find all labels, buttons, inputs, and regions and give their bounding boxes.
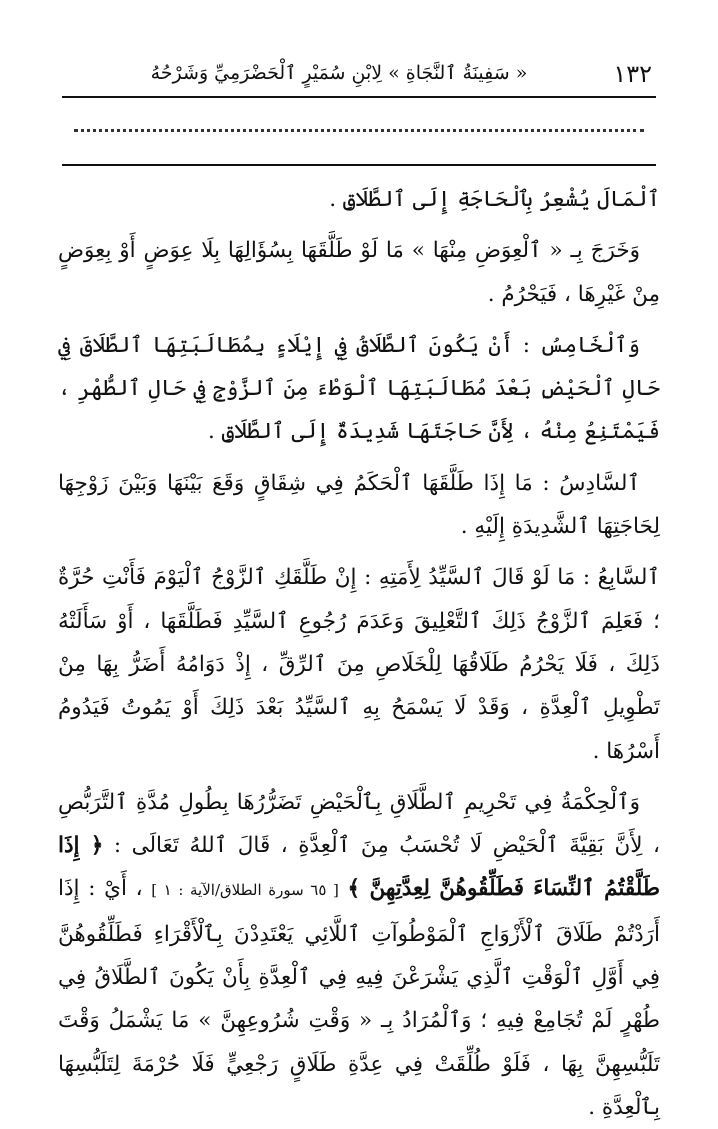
header-rule	[62, 96, 656, 98]
dotted-separator	[74, 129, 644, 132]
page-header	[62, 52, 656, 96]
paragraph-text: ، أَيْ : إِذَا أَرَدْتُمْ طَلَاقَ ٱلْأَزْوَاجِ ٱلْمَوْطُوآتِ ٱللَّائِي يَعْتَدِدْنَ بِٱلْأَقْرَاءِ فَطَلِّقُوهُنَّ فِي أَوَّلِ ٱلْوَقْتِ ٱلَّذِي يَشْرَعْنَ فِيهِ فِي ٱلْعِدَّةِ بِأَنْ يَكُونَ ٱلطَّلَاقُ فِي طُهْرٍ لَمْ تُجَامِعْ فِيهِ ؛ وَٱلْمُرَادُ بِـ « وَقْتِ شُرُوعِهِنَّ » مَا يَشْمَلُ وَقْتَ تَلَبُّسِهِنَّ بِهَا ، فَلَوْ طُلِّقَتْ فِي عِدَّةِ طَلَاقٍ رَجْعِيٍّ فَلَا حُرْمَةَ لِتَلَبُّسِهَا بِٱلْعِدَّةِ .	[58, 876, 660, 1120]
separator-rule	[62, 164, 656, 166]
running-title: « سَفِينَةُ ٱلنَّجَاةِ » لِابْنِ سُمَيْرٍ ٱلْحَضْرَمِيِّ وَشَرْحُهُ	[150, 62, 528, 84]
page-number: ١٣٢	[613, 60, 652, 88]
paragraph: وَٱلْخَامِسُ : أَنْ يَكُونَ ٱلطَّلَاقُ فِي إِيْلَاءٍ بِمُطَالَبَتِهَا ٱلطَّلَاقَ فِي حَالِ ٱلْحَيْضِ بَعْدَ مُطَالَبَتِهَا ٱلْوَطْءَ مِنَ ٱلزَّوْجِ فِي حَالِ ٱلطُّهْرِ ، فَيَمْتَنِعُ مِنْهُ ، لِأَنَّ حَاجَتَهَا شَدِيدَةٌ إِلَى ٱلطَّلَاقِ .	[58, 332, 660, 445]
quran-verse: ﴿ إِذَا طَلَّقْتُمُ ٱلنِّسَاءَ فَطَلِّقُوهُنَّ لِعِدَّتِهِنَّ ﴾	[58, 833, 661, 902]
body-text	[58, 178, 660, 1129]
paragraph: وَخَرَجَ بِـ « ٱلْعِوَضِ مِنْهَا » مَا لَوْ طَلَّقَهَا بِسُؤَالِهَا بِلَا عِوَضٍ أَوْ بِعِوَضٍ مِنْ غَيْرِهَا ، فَيَحْرُمُ .	[58, 238, 660, 307]
paragraph	[58, 781, 660, 1129]
paragraph: ٱلسَّادِسُ : مَا إِذَا طَلَّقَهَا ٱلْحَكَمُ فِي شِقَاقٍ وَقَعَ بَيْنَهَا وَبَيْنَ زَوْجِهَا لِحَاجَتِهَا ٱلشَّدِيدَةِ إِلَيْهِ .	[58, 470, 660, 540]
verse-reference: [ ٦٥ سورة الطلاق/الآية : ١ ]	[151, 881, 339, 900]
paragraph: ٱلْمَالَ يُشْعِرُ بِٱلْحَاجَةِ إِلَى ٱلطَّلَاقِ .	[329, 187, 660, 212]
paragraph: ٱلسَّابِعُ : مَا لَوْ قَالَ ٱلسَّيِّدُ لِأَمَتِهِ : إِنْ طَلَّقَكِ ٱلزَّوْجُ ٱلْيَوْمَ فَأَنْتِ حُرَّةٌ ؛ فَعَلِمَ ٱلزَّوْجُ ذَلِكَ ٱلتَّعْلِيقَ وَعَدَمَ رُجُوعِ ٱلسَّيِّدِ فَطَلَّقَهَا ، أَوْ سَأَلَتْهُ ذَلِكَ ، فَلَا يَحْرُمُ طَلَاقُهَا لِلْخَلَاصِ مِنَ ٱلرِّقِّ ، إِذْ دَوَامُهُ أَضَرُّ بِهَا مِنْ تَطْوِيلِ ٱلْعِدَّةِ ، وَقَدْ لَا يَسْمَحُ بِهِ ٱلسَّيِّدُ بَعْدَ ذَلِكَ أَوْ يَمُوتُ فَيَدُومُ أَسْرُهَا .	[58, 565, 660, 764]
paragraph-text: وَٱلْحِكْمَةُ فِي تَحْرِيمِ ٱلطَّلَاقِ بِٱلْحَيْضِ تَضَرُّرُهَا بِطُولِ مُدَّةِ ٱلتَّرَبُّصِ ، لِأَنَّ بَقِيَّةَ ٱلْحَيْضِ لَا تُحْسَبُ مِنَ ٱلْعِدَّةِ ، قَالَ ٱللهُ تَعَالَى :	[58, 789, 660, 859]
